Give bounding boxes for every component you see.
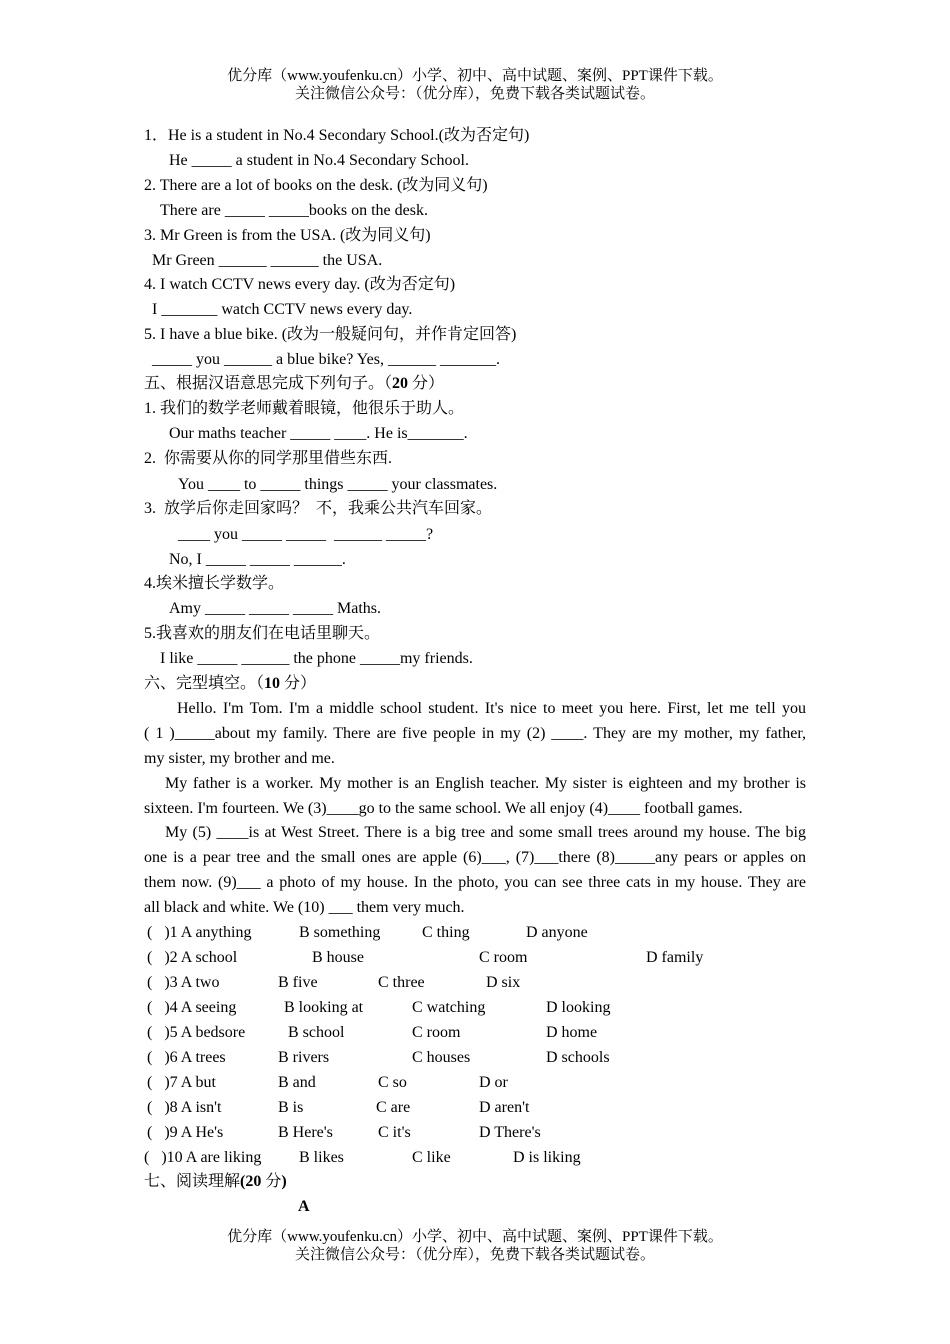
option-q3-d: D six — [486, 974, 521, 991]
option-q9-a: ( )9 A He's — [147, 1124, 224, 1141]
p4-q5-answer: _____ you ______ a blue bike? Yes, ______ _______. — [152, 351, 500, 368]
option-q3-b: B five — [278, 974, 318, 991]
passage-line: My (5) ____is at West Street. There is a big tree and some small trees around my house. The big — [165, 824, 806, 841]
p5-q1: 1. 我们的数学老师戴着眼镜，他很乐于助人。 — [144, 400, 465, 417]
p5-q5: 5.我喜欢的朋友们在电话里聊天。 — [144, 625, 381, 642]
option-q1-b: B something — [299, 924, 381, 941]
p4-q2: 2. There are a lot of books on the desk. (改为同义句) — [144, 177, 488, 194]
footer-line-1: 优分库（www.youfenku.cn）小学、初中、高中试题、案例、PPT课件下载。 — [227, 1229, 723, 1245]
part5-title: 五、根据汉语意思完成下列句子。（20 分） — [144, 375, 445, 392]
option-q10-a: ( )10 A are liking — [144, 1149, 262, 1166]
passage-line: My father is a worker. My mother is an English teacher. My sister is eighteen and my brother is — [165, 775, 806, 792]
header-line-1: 优分库（www.youfenku.cn）小学、初中、高中试题、案例、PPT课件下载。 — [227, 68, 723, 84]
option-q1-c: C thing — [422, 924, 470, 941]
p4-q2-answer: There are _____ _____books on the desk. — [160, 202, 428, 219]
part6-title: 六、完型填空。（10 分） — [144, 675, 317, 692]
passage-line: my sister, my brother and me. — [144, 750, 335, 767]
p4-q1: 1．He is a student in No.4 Secondary School.(改为否定句) — [144, 127, 530, 144]
option-q2-b: B house — [312, 949, 364, 966]
p5-q3: 3. 放学后你走回家吗？ 不，我乘公共汽车回家。 — [144, 500, 493, 517]
option-q10-b: B likes — [299, 1149, 344, 1166]
option-q8-b: B is — [278, 1099, 304, 1116]
option-q1-a: ( )1 A anything — [147, 924, 252, 941]
p4-q3: 3. Mr Green is from the USA. (改为同义句) — [144, 227, 431, 244]
section-a-heading: A — [298, 1198, 310, 1215]
option-q7-d: D or — [479, 1074, 508, 1091]
option-q9-b: B Here's — [278, 1124, 333, 1141]
passage-line: Hello. I'm Tom. I'm a middle school student. It's nice to meet you here. First, let me tell you — [177, 700, 806, 717]
option-q7-c: C so — [378, 1074, 407, 1091]
footer-line-2: 关注微信公众号：（优分库），免费下载各类试题试卷。 — [294, 1247, 655, 1263]
option-q9-d: D There's — [479, 1124, 541, 1141]
option-q5-b: B school — [288, 1024, 345, 1041]
option-q6-d: D schools — [546, 1049, 610, 1066]
p5-q4: 4.埃米擅长学数学。 — [144, 575, 285, 592]
option-q4-b: B looking at — [284, 999, 364, 1016]
passage-line: them now. (9)___ a photo of my house. In the photo, you can see three cats in my house. They are — [144, 874, 806, 891]
p5-q2-answer: You ____ to _____ things _____ your classmates. — [178, 476, 498, 493]
option-q7-a: ( )7 A but — [147, 1074, 216, 1091]
option-q8-c: C are — [376, 1099, 411, 1116]
option-q2-a: ( )2 A school — [147, 949, 238, 966]
option-q5-d: D home — [546, 1024, 598, 1041]
passage-line: ( 1 )_____about my family. There are five people in my (2) ____. They are my mother, my father, — [144, 725, 806, 742]
option-q2-c: C room — [479, 949, 528, 966]
p5-q3-answer: ____ you _____ _____ ______ _____? — [178, 526, 434, 543]
option-q2-d: D family — [646, 949, 704, 966]
option-q5-a: ( )5 A bedsore — [147, 1024, 246, 1041]
header-line-2: 关注微信公众号：（优分库），免费下载各类试题试卷。 — [294, 86, 655, 102]
p4-q3-answer: Mr Green ______ ______ the USA. — [152, 252, 383, 269]
option-q10-d: D is liking — [513, 1149, 581, 1166]
passage-line: all black and white. We (10) ___ them very much. — [144, 899, 465, 916]
option-q4-a: ( )4 A seeing — [147, 999, 237, 1016]
option-q3-a: ( )3 A two — [147, 974, 220, 991]
option-q6-b: B rivers — [278, 1049, 330, 1066]
option-q7-b: B and — [278, 1074, 316, 1091]
option-q1-d: D anyone — [526, 924, 588, 941]
p5-q2: 2. 你需要从你的同学那里借些东西. — [144, 450, 393, 467]
passage-line: one is a pear tree and the small ones are apple (6)___, (7)___there (8)_____any pears or apples on — [144, 849, 806, 866]
p4-q5: 5. I have a blue bike. (改为一般疑问句，并作肯定回答) — [144, 326, 517, 343]
option-q4-d: D looking — [546, 999, 611, 1016]
option-q6-a: ( )6 A trees — [147, 1049, 226, 1066]
option-q8-a: ( )8 A isn't — [147, 1099, 222, 1116]
option-q8-d: D aren't — [479, 1099, 530, 1116]
p5-q5-answer: I like _____ ______ the phone _____my friends. — [160, 650, 473, 667]
p5-q3-answer-2: No, I _____ _____ ______. — [169, 551, 346, 568]
option-q3-c: C three — [378, 974, 425, 991]
option-q9-c: C it's — [378, 1124, 411, 1141]
part7-title: 七、阅读理解(20 分) — [144, 1173, 287, 1190]
option-q10-c: C like — [412, 1149, 451, 1166]
p5-q1-answer: Our maths teacher _____ ____. He is_______. — [169, 425, 468, 442]
option-q6-c: C houses — [412, 1049, 471, 1066]
p4-q4-answer: I _______ watch CCTV news every day. — [152, 301, 413, 318]
passage-line: sixteen. I'm fourteen. We (3)____go to the same school. We all enjoy (4)____ football games. — [144, 800, 743, 817]
p5-q4-answer: Amy _____ _____ _____ Maths. — [169, 600, 381, 617]
option-q4-c: C watching — [412, 999, 486, 1016]
p4-q1-answer: He _____ a student in No.4 Secondary School. — [169, 152, 469, 169]
p4-q4: 4. I watch CCTV news every day. (改为否定句) — [144, 276, 456, 293]
option-q5-c: C room — [412, 1024, 461, 1041]
